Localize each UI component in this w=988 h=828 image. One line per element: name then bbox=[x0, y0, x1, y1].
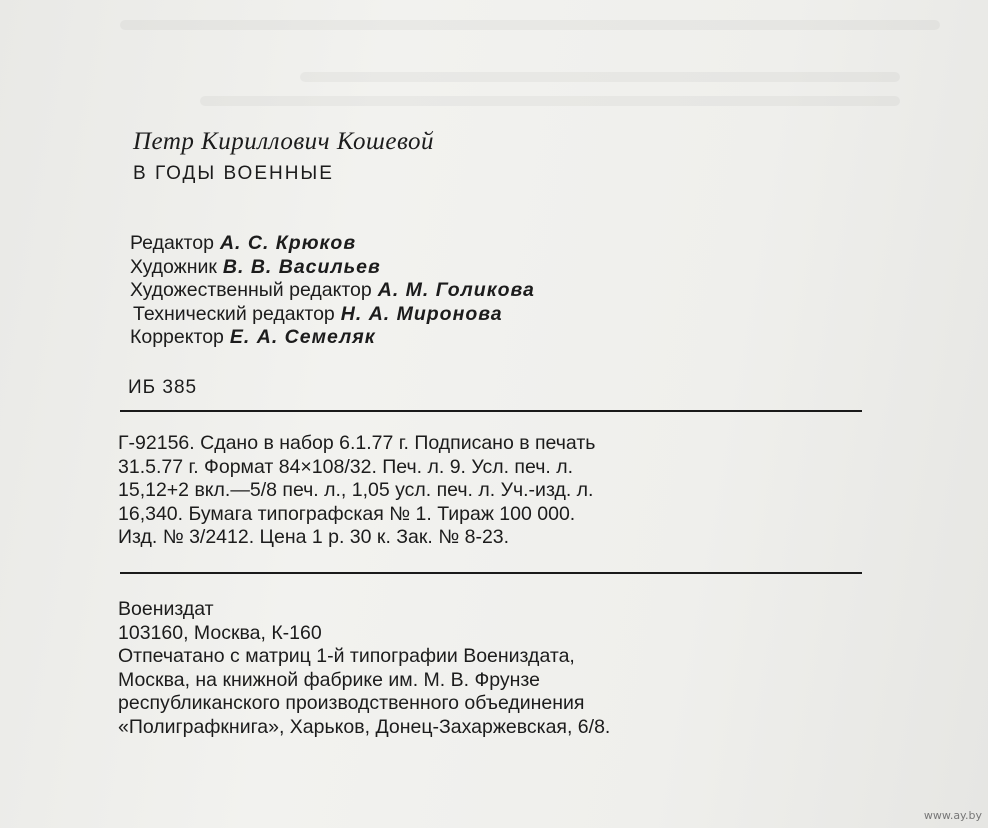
credit-row bbox=[133, 303, 535, 327]
credit-role: Художник bbox=[130, 255, 217, 278]
publisher-line: республиканского производственного объединения bbox=[118, 692, 585, 715]
credits-list bbox=[130, 232, 535, 350]
bottom-divider bbox=[120, 572, 862, 574]
book-title: В ГОДЫ ВОЕННЫЕ bbox=[133, 163, 334, 184]
imprint-line: 15,12+2 вкл.—5/8 печ. л., 1,05 усл. печ. л. Уч.-изд. л. bbox=[118, 479, 594, 502]
credit-row bbox=[130, 232, 535, 256]
credit-row bbox=[130, 279, 535, 303]
credit-role: Редактор bbox=[130, 232, 214, 254]
credit-person: В. В. Васильев bbox=[222, 255, 381, 278]
publisher-line: 103160, Москва, К-160 bbox=[118, 621, 322, 644]
credit-person: Е. А. Семеляк bbox=[229, 326, 376, 348]
imprint-line: 31.5.77 г. Формат 84×108/32. Печ. л. 9. Усл. печ. л. bbox=[118, 455, 573, 478]
publisher-block bbox=[118, 598, 860, 740]
credit-person: А. С. Крюков bbox=[219, 232, 357, 254]
credit-role: Художественный редактор bbox=[130, 279, 372, 301]
credit-role: Технический редактор bbox=[133, 302, 335, 325]
ib-number: ИБ 385 bbox=[128, 377, 198, 398]
imprint-block bbox=[118, 432, 860, 550]
imprint-line: 16,340. Бумага типографская № 1. Тираж 100 000. bbox=[118, 502, 576, 525]
imprint-line: Г-92156. Сдано в набор 6.1.77 г. Подписано в печать bbox=[118, 432, 596, 454]
publisher-line: Воениздат bbox=[118, 598, 214, 620]
credit-person: Н. А. Миронова bbox=[340, 302, 503, 325]
credit-role: Корректор bbox=[130, 326, 224, 348]
bleed-through-text bbox=[300, 72, 900, 82]
bleed-through-text bbox=[120, 20, 940, 30]
credit-person: А. М. Голикова bbox=[377, 279, 535, 301]
imprint-line: Изд. № 3/2412. Цена 1 р. 30 к. Зак. № 8-23. bbox=[118, 526, 510, 549]
site-watermark: www.ay.by bbox=[923, 809, 982, 822]
bleed-through-text bbox=[200, 96, 900, 106]
credit-row bbox=[130, 326, 535, 350]
publisher-line: Отпечатано с матриц 1-й типографии Воениздата, bbox=[118, 645, 575, 668]
publisher-line: «Полиграфкнига», Харьков, Донец-Захаржевская, 6/8. bbox=[118, 715, 611, 738]
publisher-line: Москва, на книжной фабрике им. М. В. Фрунзе bbox=[118, 668, 541, 691]
credit-row bbox=[130, 256, 535, 280]
top-divider bbox=[120, 410, 862, 412]
author-name: Петр Кириллович Кошевой bbox=[133, 128, 435, 155]
